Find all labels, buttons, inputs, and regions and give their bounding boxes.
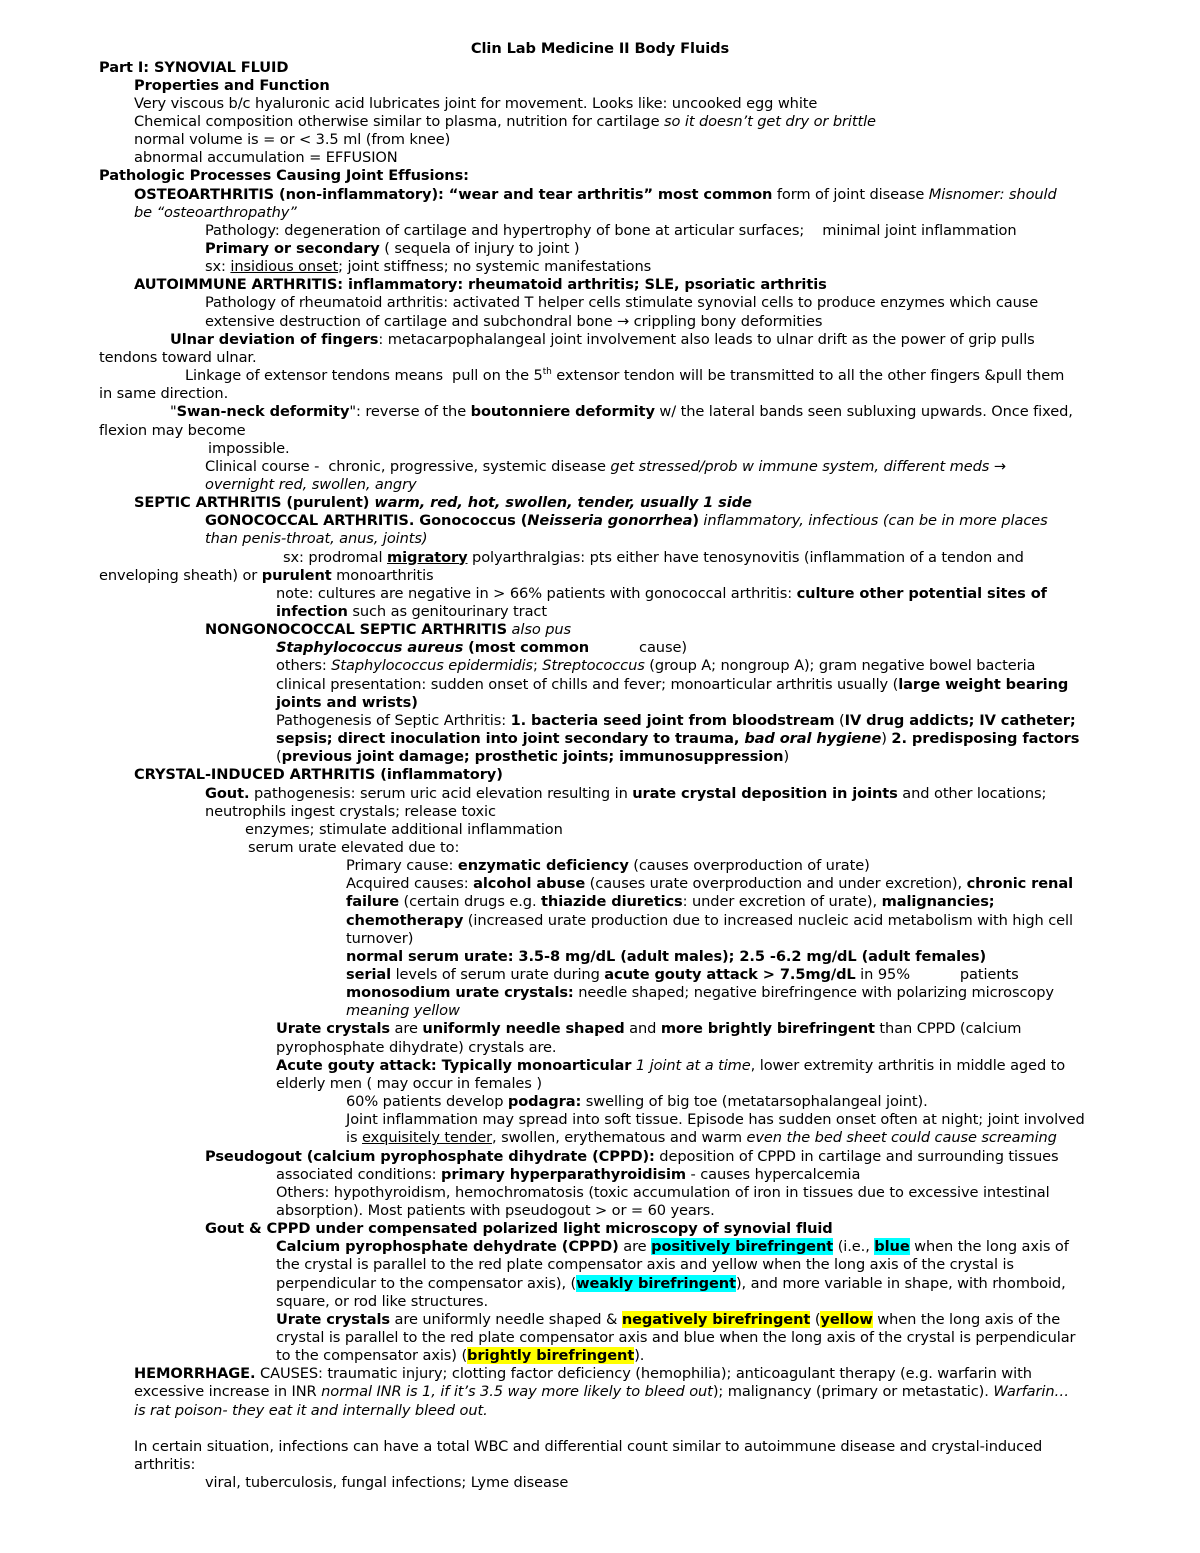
text-line xyxy=(276,1075,542,1093)
text-line xyxy=(276,1184,1050,1202)
text-line xyxy=(346,1111,1085,1129)
text-run: w/ the lateral bands seen subluxing upwards. Once fixed, xyxy=(654,403,1073,421)
text-run: and xyxy=(624,1020,661,1038)
text-line xyxy=(134,276,827,294)
text-line xyxy=(205,240,580,258)
text-run: (group A; nongroup A); gram negative bowel bacteria xyxy=(644,657,1036,675)
text-run: normal serum urate: 3.5-8 mg/dL (adult males); 2.5 -6.2 mg/dL (adult females) xyxy=(346,947,987,965)
text-line xyxy=(276,1275,1066,1293)
text-line xyxy=(276,1166,860,1184)
text-line xyxy=(170,331,1035,349)
text-run: negatively birefringent xyxy=(621,1310,811,1328)
text-run: ( xyxy=(834,711,845,729)
text-run: failure xyxy=(346,893,399,911)
text-run: Pathology of rheumatoid arthritis: activated T helper cells stimulate synovial cells to produce enzymes which cause xyxy=(205,294,1039,312)
text-run: monosodium urate crystals: xyxy=(346,984,574,1002)
text-line xyxy=(205,313,822,331)
text-line xyxy=(346,857,870,875)
text-run: impossible. xyxy=(208,439,290,457)
text-line xyxy=(276,1293,488,1311)
text-line xyxy=(346,875,1073,893)
text-run: Properties and Function xyxy=(134,76,330,94)
text-run: Pathogenesis of Septic Arthritis: xyxy=(276,711,511,729)
text-line xyxy=(134,113,876,131)
text-run: Staphylococcus epidermidis xyxy=(331,657,533,675)
text-run: in same direction. xyxy=(99,385,229,403)
text-line xyxy=(208,440,290,458)
text-run: when the long axis of xyxy=(909,1238,1069,1256)
text-line xyxy=(346,948,986,966)
text-run: (certain drugs e.g. xyxy=(399,893,542,911)
text-line xyxy=(276,712,1076,730)
text-run: are xyxy=(618,1238,652,1256)
text-line xyxy=(205,222,1017,240)
text-run: ; joint stiffness; no systemic manifestations xyxy=(338,258,652,276)
text-run: normal volume is = or < 3.5 ml (from knee) xyxy=(134,131,451,149)
text-run: ), and more variable in shape, with rhomboid, xyxy=(735,1274,1066,1292)
text-run: HEMORRHAGE. xyxy=(134,1365,256,1383)
text-line xyxy=(99,59,288,77)
text-run: IV drug addicts; IV catheter; xyxy=(844,711,1076,729)
text-run: are xyxy=(390,1020,423,1038)
text-run: turnover) xyxy=(346,929,414,947)
text-line xyxy=(134,131,450,149)
text-line xyxy=(134,1438,1042,1456)
text-run: OSTEOARTHRITIS (non-inflammatory): “wear and tear arthritis” most common xyxy=(134,185,773,203)
text-line xyxy=(346,1002,460,1020)
text-line xyxy=(205,621,571,639)
text-run: chemotherapy xyxy=(346,911,464,929)
text-run: 1 joint at a time xyxy=(631,1056,751,1074)
text-run: elderly men ( may occur in females ) xyxy=(276,1074,542,1092)
text-line xyxy=(134,204,297,222)
text-line xyxy=(346,893,995,911)
text-run: sx: xyxy=(205,258,231,276)
text-run: Joint inflammation may spread into soft tissue. Episode has sudden onset often at night; joint involved xyxy=(346,1111,1085,1129)
text-run: Swan-neck deformity xyxy=(176,403,350,421)
text-line xyxy=(276,676,1068,694)
text-line xyxy=(134,95,817,113)
text-run: Others: hypothyroidism, hemochromatosis (toxic accumulation of iron in tissues due to excessive intestinal xyxy=(276,1183,1050,1201)
text-run: swelling of big toe (metatarsophalangeal joint). xyxy=(581,1093,928,1110)
text-run: Very viscous b/c hyaluronic acid lubricates joint for movement. Looks like: uncooked egg white xyxy=(134,94,818,112)
text-run: enzymatic deficiency xyxy=(457,857,629,875)
text-run: serial xyxy=(346,966,392,983)
text-run: extensive destruction of cartilage and subchondral bone → crippling bony deformities xyxy=(205,312,823,330)
text-line xyxy=(276,1202,715,1220)
text-run: than CPPD (calcium xyxy=(874,1020,1022,1038)
text-line xyxy=(276,1039,556,1057)
text-run: more brightly birefringent xyxy=(660,1020,875,1038)
text-run: meaning yellow xyxy=(346,1002,460,1020)
text-run: polyarthralgias: pts either have tenosynovitis (inflammation of a tendon and xyxy=(467,548,1024,566)
text-run: ( xyxy=(810,1310,821,1328)
text-line xyxy=(276,694,418,712)
text-run: uniformly needle shaped xyxy=(422,1020,625,1038)
text-line xyxy=(205,476,417,494)
text-run: acute gouty attack > 7.5mg/dL xyxy=(604,966,856,983)
text-line xyxy=(205,1148,1059,1166)
text-run: the crystal is parallel to the red plate compensator axis and yellow when the long axis of the crystal is xyxy=(276,1256,1014,1274)
text-run: culture other potential sites of xyxy=(796,584,1047,602)
text-run: absorption). Most patients with pseudogout > or = 60 years. xyxy=(276,1201,715,1219)
text-line xyxy=(346,1129,1057,1147)
text-line xyxy=(283,549,1024,567)
text-line xyxy=(99,349,257,367)
text-run: in 95% patients xyxy=(855,966,1019,983)
text-run: get stressed/prob w immune system, different meds → xyxy=(610,457,1006,475)
text-run: ( sequela of injury to joint ) xyxy=(379,240,580,257)
text-run: be “osteoarthropathy” xyxy=(134,203,297,221)
text-run: joints and wrists) xyxy=(276,693,418,711)
text-run: Gout. xyxy=(205,784,250,802)
text-line xyxy=(205,294,1038,312)
text-line xyxy=(276,1311,1060,1329)
text-run: ) xyxy=(692,512,699,530)
text-run: Ulnar deviation of fingers xyxy=(170,330,379,348)
text-run: thiazide diuretics xyxy=(541,893,683,911)
text-run: alcohol abuse xyxy=(473,875,586,893)
text-line xyxy=(134,1456,195,1474)
text-run: is rat poison- they eat it and internally bleed out. xyxy=(134,1401,488,1419)
text-run: Urate crystals xyxy=(276,1020,391,1038)
text-run: brightly birefringent xyxy=(467,1347,635,1365)
text-run: sepsis; direct inoculation into joint secondary to trauma, xyxy=(276,730,745,747)
text-line xyxy=(276,657,1035,675)
text-line xyxy=(205,1474,568,1492)
text-run: blue xyxy=(874,1238,910,1256)
text-run: pathogenesis: serum uric acid elevation resulting in xyxy=(249,784,633,802)
text-run: (i.e., xyxy=(833,1238,875,1256)
text-run: Gout & CPPD under compensated polarized light microscopy of synovial fluid xyxy=(205,1220,833,1238)
text-run: ( xyxy=(276,748,282,766)
text-run: , lower extremity arthritis in middle aged to xyxy=(750,1056,1066,1074)
text-run: tendons toward ulnar. xyxy=(99,348,257,366)
text-run: serum urate elevated due to: xyxy=(248,838,460,856)
text-run: (most common xyxy=(463,639,590,657)
text-run: NONGONOCOCCAL SEPTIC ARTHRITIS xyxy=(205,621,508,639)
text-line xyxy=(276,1020,1021,1038)
text-run: Pathologic Processes Causing Joint Effusions: xyxy=(99,167,469,185)
text-run: to the compensator axis) ( xyxy=(276,1347,468,1365)
text-line xyxy=(99,167,469,185)
text-line xyxy=(346,912,1073,930)
text-run: purulent xyxy=(261,566,332,584)
text-line xyxy=(99,385,228,403)
text-run: others: xyxy=(276,657,332,675)
text-run: enzymes; stimulate additional inflammation xyxy=(245,820,563,838)
text-line xyxy=(346,930,413,948)
text-line xyxy=(276,1256,1014,1274)
text-run: CAUSES: traumatic injury; clotting factor deficiency (hemophilia); anticoagulant therapy (e.g. warfarin with xyxy=(255,1365,1032,1383)
text-run: chronic renal xyxy=(966,875,1073,893)
text-run: when the long axis of the xyxy=(872,1310,1061,1328)
text-line xyxy=(276,639,687,657)
text-run: associated conditions: xyxy=(276,1165,442,1183)
text-line xyxy=(245,821,563,839)
text-run: Acquired causes: xyxy=(346,875,474,893)
text-run: than penis-throat, anus, joints) xyxy=(205,530,428,548)
text-run: viral, tuberculosis, fungal infections; Lyme disease xyxy=(205,1474,569,1492)
text-run: neutrophils ingest crystals; release toxic xyxy=(205,802,496,820)
text-line xyxy=(134,186,1057,204)
text-line xyxy=(205,458,1006,476)
text-line xyxy=(346,984,1054,1002)
text-run: perpendicular to the compensator axis), ( xyxy=(276,1274,577,1292)
text-run: 60% patients develop xyxy=(346,1093,508,1110)
text-run: : under excretion of urate), xyxy=(682,893,882,911)
text-line xyxy=(276,1347,644,1365)
text-run: Urate crystals xyxy=(276,1310,391,1328)
text-run: insidious onset xyxy=(230,258,339,276)
text-run: GONOCOCCAL ARTHRITIS. Gonococcus ( xyxy=(205,512,528,530)
text-run: previous joint damage; prosthetic joints; immunosuppression xyxy=(281,748,784,766)
text-run: crystal is parallel to the red plate compensator axis and blue when the long axis of the crystal is perpendicular xyxy=(276,1329,1076,1346)
text-run: Neisseria gonorrhea xyxy=(527,512,693,530)
text-run: normal INR is 1, if it’s 3.5 way more likely to bleed out xyxy=(321,1383,713,1401)
text-run: and other locations; xyxy=(897,784,1047,802)
text-run: Warfarin… xyxy=(993,1383,1070,1401)
text-run: deposition of CPPD in cartilage and surrounding tissues xyxy=(654,1147,1059,1165)
text-run: are uniformly needle shaped & xyxy=(390,1310,622,1328)
text-run: abnormal accumulation = EFFUSION xyxy=(134,149,398,167)
text-line xyxy=(346,1093,928,1111)
text-line xyxy=(276,1329,1075,1347)
text-run: overnight red, swollen, angry xyxy=(205,475,417,493)
text-run: square, or rod like structures. xyxy=(276,1292,489,1310)
text-run: enveloping sheath) or xyxy=(99,566,262,584)
text-run: excessive increase in INR xyxy=(134,1383,322,1401)
text-run: urate crystal deposition in joints xyxy=(632,784,898,802)
text-line xyxy=(134,1365,1032,1383)
text-run: th xyxy=(542,367,552,378)
text-run: " xyxy=(170,403,177,421)
text-line xyxy=(134,149,398,167)
text-line xyxy=(276,603,547,621)
text-run: infection xyxy=(276,603,348,620)
text-run: bad oral hygiene xyxy=(744,730,882,747)
text-run: Chemical composition otherwise similar to plasma, nutrition for cartilage xyxy=(134,112,665,130)
text-run: In certain situation, infections can have a total WBC and differential count similar to autoimmune disease and crystal-induced xyxy=(134,1437,1043,1455)
text-line xyxy=(134,494,752,512)
text-line xyxy=(248,839,459,857)
text-line xyxy=(134,1402,488,1420)
text-line xyxy=(205,803,496,821)
text-run: clinical presentation: sudden onset of chills and fever; monoarticular arthritis usually ( xyxy=(276,675,899,693)
text-run: Primary cause: xyxy=(346,857,458,875)
text-run: form of joint disease xyxy=(772,185,929,203)
text-run: Pseudogout (calcium pyrophosphate dihydrate (CPPD): xyxy=(205,1147,655,1165)
text-line xyxy=(205,1220,833,1238)
text-run: even the bed sheet could cause screaming xyxy=(746,1129,1057,1147)
text-run: positively birefringent xyxy=(651,1238,834,1256)
text-line xyxy=(346,966,1019,984)
text-run: ; xyxy=(532,657,543,675)
text-run: ": reverse of the xyxy=(349,403,471,421)
text-run: 2. predisposing factors xyxy=(891,730,1080,747)
text-run: boutonniere deformity xyxy=(470,403,655,421)
text-run: (causes overproduction of urate) xyxy=(628,857,870,875)
text-run: AUTOIMMUNE ARTHRITIS: inflammatory: rheumatoid arthritis; SLE, psoriatic arthritis xyxy=(134,276,827,294)
text-line xyxy=(134,766,503,784)
text-run: also pus xyxy=(507,621,572,639)
text-run: note: cultures are negative in > 66% patients with gonococcal arthritis: xyxy=(276,584,797,602)
text-run: cause) xyxy=(589,639,687,657)
text-run: primary hyperparathyroidisim xyxy=(441,1165,686,1183)
text-line xyxy=(276,748,789,766)
text-run: Misnomer: should xyxy=(928,185,1057,203)
text-run: Streptococcus xyxy=(542,657,645,675)
text-run: CRYSTAL-INDUCED ARTHRITIS (inflammatory) xyxy=(134,766,503,784)
text-run: pyrophosphate dihydrate) crystals are. xyxy=(276,1038,557,1056)
text-line xyxy=(205,258,651,276)
text-run: such as genitourinary tract xyxy=(347,603,547,620)
text-line xyxy=(205,785,1046,803)
text-line xyxy=(134,77,330,95)
text-run: needle shaped; negative birefringence with polarizing microscopy xyxy=(573,984,1054,1002)
text-run: (causes urate overproduction and under excretion), xyxy=(585,875,967,893)
text-line xyxy=(170,403,1073,421)
text-run: yellow xyxy=(820,1310,873,1328)
text-run: (increased urate production due to increased nucleic acid metabolism with high cell xyxy=(463,911,1073,929)
text-run: warm, red, hot, swollen, tender, usually 1 side xyxy=(374,494,752,512)
text-run: monoarthritis xyxy=(331,566,434,584)
text-run: Clinical course - chronic, progressive, systemic disease xyxy=(205,457,611,475)
text-run: sx: prodromal xyxy=(283,548,387,566)
text-line xyxy=(276,1057,1065,1075)
text-run: 1. bacteria seed joint from bloodstream xyxy=(510,711,835,729)
text-run: SEPTIC ARTHRITIS (purulent) xyxy=(134,494,375,512)
text-line xyxy=(276,730,1079,748)
text-run: ) xyxy=(881,730,892,747)
text-line xyxy=(99,567,434,585)
text-line xyxy=(99,422,245,440)
text-run: inflammatory, infectious (can be in more places xyxy=(698,512,1048,530)
text-run: Linkage of extensor tendons means pull on the 5 xyxy=(185,367,543,384)
text-run: : metacarpophalangeal joint involvement also leads to ulnar drift as the power of grip pulls xyxy=(378,330,1035,348)
text-run: Primary or secondary xyxy=(205,240,380,257)
text-run: Calcium pyrophosphate dehydrate (CPPD) xyxy=(276,1238,619,1256)
text-line xyxy=(185,367,1064,385)
text-run: , swollen, erythematous and warm xyxy=(492,1129,747,1147)
text-run: extensor tendon will be transmitted to all the other fingers &pull them xyxy=(551,367,1065,384)
text-run: ) xyxy=(783,748,790,766)
text-run: is xyxy=(346,1129,362,1147)
text-line xyxy=(205,530,428,548)
text-run: migratory xyxy=(387,548,468,566)
text-run: Pathology: degeneration of cartilage and hypertrophy of bone at articular surfaces; minimal joint inflammation xyxy=(205,221,1017,239)
text-run: ); malignancy (primary or metastatic). xyxy=(712,1383,994,1401)
text-run: Acute gouty attack: Typically monoarticular xyxy=(276,1056,632,1074)
text-run: arthritis: xyxy=(134,1456,196,1473)
text-run: flexion may become xyxy=(99,421,246,439)
text-run: large weight bearing xyxy=(898,675,1069,693)
text-run: Staphylococcus aureus xyxy=(276,639,464,657)
text-run: levels of serum urate during xyxy=(391,966,605,983)
text-run: Part I: SYNOVIAL FLUID xyxy=(99,58,289,76)
text-run: exquisitely tender xyxy=(362,1129,493,1147)
text-run: - causes hypercalcemia xyxy=(685,1165,861,1183)
text-line xyxy=(134,1383,1069,1401)
page-title: Clin Lab Medicine II Body Fluids xyxy=(470,40,730,57)
text-line xyxy=(276,585,1047,603)
text-run: weakly birefringent xyxy=(576,1274,736,1292)
text-run: so it doesn’t get dry or brittle xyxy=(664,112,876,130)
text-run: ). xyxy=(634,1347,645,1365)
text-line xyxy=(205,512,1048,530)
text-line xyxy=(276,1238,1069,1256)
text-run: malignancies; xyxy=(881,893,995,911)
text-run: podagra: xyxy=(507,1093,582,1110)
